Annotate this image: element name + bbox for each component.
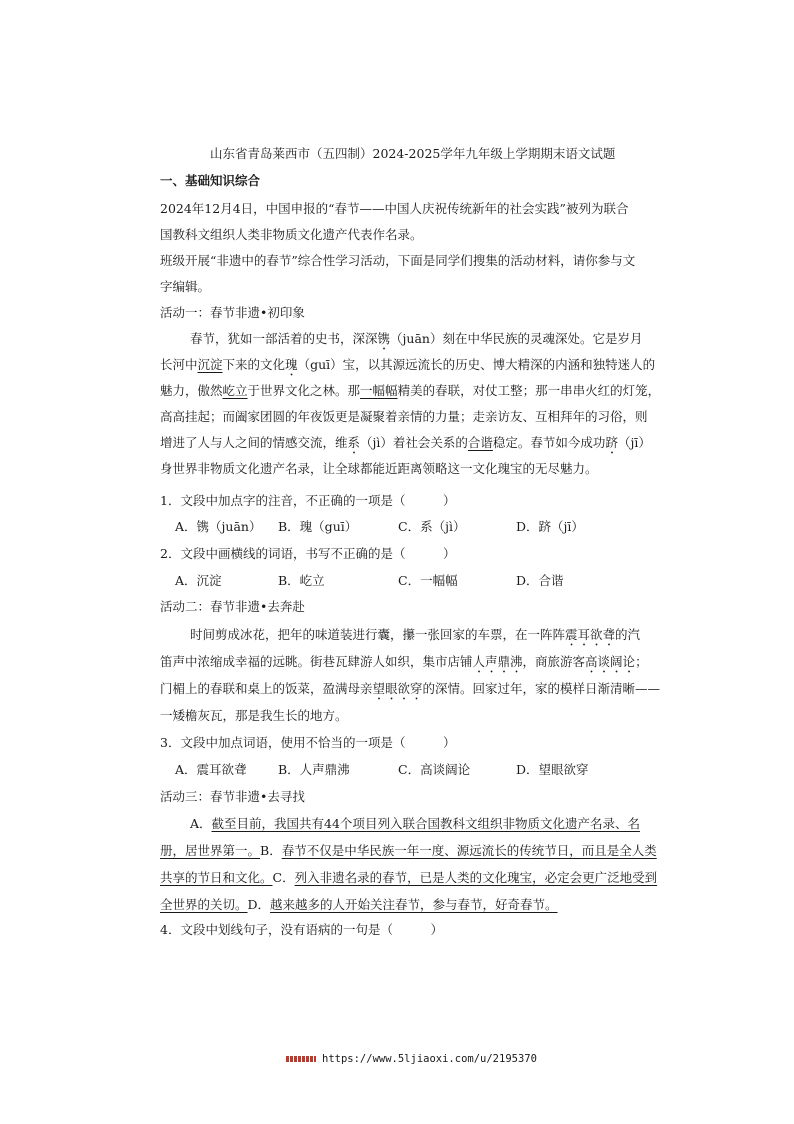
passage-line: 共享的节日和文化。C．列入非遗名录的春节，已是人类的文化瑰宝，必定会更广泛地受到 bbox=[160, 870, 658, 885]
dotted-word: 望眼欲穿 bbox=[372, 681, 423, 696]
footer-url-text[interactable]: https://www.5ljiaoxi.com/u/2195370 bbox=[322, 1053, 537, 1065]
underlined-sentence: 列入非遗名录的春节，已是人类的文化瑰宝，必定会更广泛地受到 bbox=[294, 870, 658, 885]
passage-line: 春节，犹如一部活着的史书，深深镌（juān）刻在中华民族的灵魂深处。它是岁月 bbox=[190, 331, 643, 346]
question-stem: 4．文段中划线句子，没有语病的一句是（ ） bbox=[160, 922, 443, 937]
passage-line: 长河中沉淀下来的文化瑰（guī）宝，以其源远流长的历史、博大精深的内涵和独特迷人的 bbox=[160, 357, 656, 372]
option-c: C．高谈阔论 bbox=[398, 762, 471, 777]
passage-line: A．截至目前，我国共有44个项目列入联合国教科文组织非物质文化遗产名录、名 bbox=[190, 816, 640, 831]
dotted-char: 系 bbox=[347, 435, 361, 450]
underlined-word: 沉淀 bbox=[197, 357, 223, 372]
passage-line: 高高挂起；而阖家团圆的年夜饭更是凝聚着亲情的力量；走亲访友、互相拜年的习俗，则 bbox=[160, 409, 648, 424]
underlined-sentence: 全世界的关切。 bbox=[160, 897, 248, 912]
option-d: D．望眼欲穿 bbox=[516, 762, 589, 777]
option-b: B．屹立 bbox=[278, 573, 325, 588]
option-c: C．系（jì） bbox=[398, 519, 466, 534]
footer-url[interactable] bbox=[286, 1053, 537, 1065]
option-d: D．跻（jī） bbox=[516, 519, 584, 534]
passage-line: 册，居世界第一。B．春节不仅是中华民族一年一度、源远流长的传统节日，而且是全人类 bbox=[160, 843, 657, 858]
option-b: B．瑰（guī） bbox=[278, 519, 358, 534]
dotted-char: 跻 bbox=[605, 435, 618, 450]
exam-title: 山东省青岛莱西市（五四制）2024-2025学年九年级上学期期末语文试题 bbox=[210, 146, 616, 161]
dotted-word: 高谈阔论 bbox=[585, 654, 636, 669]
option-d: D．合谐 bbox=[516, 573, 564, 588]
activity-heading: 活动一：春节非遗•初印象 bbox=[160, 305, 305, 320]
intro-line: 字编辑。 bbox=[160, 279, 211, 294]
intro-line: 2024年12月4日，中国申报的“春节——中国人庆祝传统新年的社会实践”被列为联合 bbox=[160, 201, 629, 216]
activity-heading: 活动二：春节非遗•去奔赴 bbox=[160, 599, 305, 614]
underlined-sentence: 共享的节日和文化。 bbox=[160, 870, 273, 885]
underlined-sentence: 截至目前，我国共有44个项目列入联合国教科文组织非物质文化遗产名录、名 bbox=[211, 816, 640, 831]
question-stem: 2．文段中画横线的词语，书写不正确的是（ ） bbox=[160, 546, 456, 561]
underlined-word: 一幅幅 bbox=[360, 383, 398, 398]
passage-line: 增进了人与人之间的情感交流，维系（jì）着社会关系的合谐稳定。春节如今成功跻（jī） bbox=[160, 435, 651, 450]
underlined-word: 合谐 bbox=[467, 435, 493, 450]
passage-line: 一矮檐灰瓦，那是我生长的地方。 bbox=[160, 708, 348, 723]
activity-heading: 活动三：春节非遗•去寻找 bbox=[160, 789, 305, 804]
site-logo-icon bbox=[286, 1056, 316, 1062]
underlined-sentence: 越来越多的人开始关注春节，参与春节，好奇春节。 bbox=[270, 897, 558, 912]
dotted-char: 瑰 bbox=[285, 357, 298, 372]
dotted-word: 人声鼎沸 bbox=[472, 654, 523, 669]
dotted-char: 镌 bbox=[377, 331, 391, 346]
dotted-word: 震耳欲聋 bbox=[565, 627, 616, 642]
option-c: C．一幅幅 bbox=[398, 573, 458, 588]
option-b: B．人声鼎沸 bbox=[278, 762, 350, 777]
intro-line: 国教科文组织人类非物质文化遗产代表作名录。 bbox=[160, 227, 423, 242]
option-a: A．镌（juān） bbox=[175, 519, 262, 534]
underlined-sentence: 春节不仅是中华民族一年一度、源远流长的传统节日，而且是全人类 bbox=[281, 843, 657, 858]
option-a: A．震耳欲聋 bbox=[175, 762, 247, 777]
passage-line: 魅力，傲然屹立于世界文化之林。那一幅幅精美的春联，对仗工整；那一串串火红的灯笼， bbox=[160, 383, 661, 398]
option-a: A．沉淀 bbox=[175, 573, 222, 588]
passage-line: 门楣上的春联和桌上的饭菜，盈满母亲望眼欲穿的深情。回家过年，家的模样日渐清晰—— bbox=[160, 681, 661, 696]
passage-line: 时间剪成冰花，把年的味道装进行囊，攥一张回家的车票，在一阵阵震耳欲聋的汽 bbox=[190, 627, 641, 642]
passage-line: 全世界的关切。D．越来越多的人开始关注春节，参与春节，好奇春节。 bbox=[160, 897, 558, 912]
section-heading: 一、基础知识综合 bbox=[160, 173, 261, 188]
passage-line: 笛声中浓缩成幸福的远眺。街巷瓦肆游人如织，集市店铺人声鼎沸，商旅游客高谈阔论； bbox=[160, 654, 648, 669]
passage-line: 身世界非物质文化遗产名录，让全球都能近距离领略这一文化瑰宝的无尽魅力。 bbox=[160, 461, 598, 476]
question-stem: 3．文段中加点词语，使用不恰当的一项是（ ） bbox=[160, 735, 456, 750]
question-stem: 1．文段中加点字的注音，不正确的一项是（ ） bbox=[160, 493, 456, 508]
underlined-sentence: 册，居世界第一。 bbox=[160, 843, 261, 858]
underlined-word: 屹立 bbox=[222, 383, 248, 398]
intro-line: 班级开展“非遗中的春节”综合性学习活动，下面是同学们搜集的活动材料，请你参与文 bbox=[160, 253, 636, 268]
